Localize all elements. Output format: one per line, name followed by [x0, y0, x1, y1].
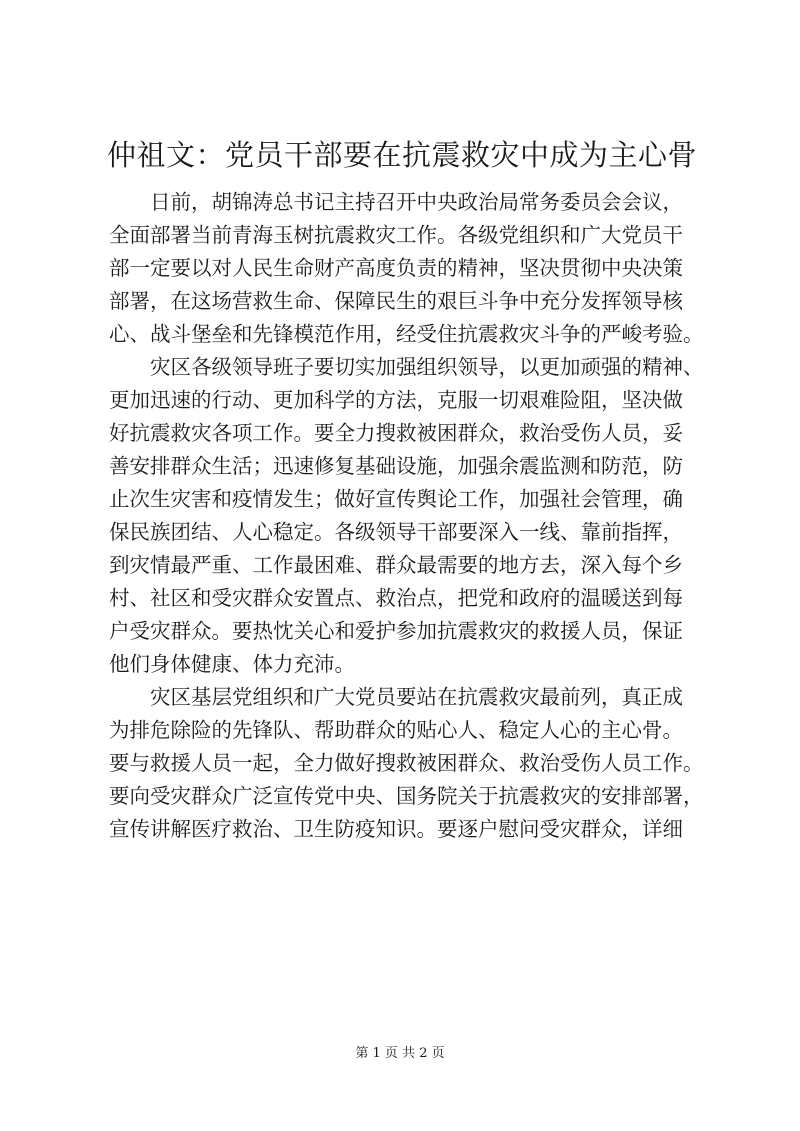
paragraph-3-line-4: 要向受灾群众广泛宣传党中央、国务院关于抗震救灾的安排部署， — [109, 784, 704, 808]
paragraph-2-line-7: 到灾情最严重、工作最困难、群众最需要的地方去，深入每个乡 — [109, 553, 683, 577]
paragraph-2-line-3: 好抗震救灾各项工作。要全力搜救被困群众，救治受伤人员，妥 — [109, 421, 683, 445]
paragraph-2-line-4: 善安排群众生活；迅速修复基础设施，加强余震监测和防范，防 — [109, 454, 683, 478]
paragraph-1-line-4: 部署，在这场营救生命、保障民生的艰巨斗争中充分发挥领导核 — [109, 289, 683, 313]
paragraph-3-line-2: 为排危除险的先锋队、帮助群众的贴心人、稳定人心的主心骨。 — [109, 718, 683, 742]
paragraph-2-line-1: 灾区各级领导班子要切实加强组织领导，以更加顽强的精神、 — [150, 355, 704, 379]
paragraph-2-line-9: 户受灾群众。要热忱关心和爱护参加抗震救灾的救援人员，保证 — [109, 619, 683, 643]
paragraph-2-line-2: 更加迅速的行动、更加科学的方法，克服一切艰难险阻，坚决做 — [109, 388, 683, 412]
page-number-footer: 第 1 页 共 2 页 — [355, 1046, 445, 1061]
paragraph-3-line-3: 要与救援人员一起，全力做好搜救被困群众、救治受伤人员工作。 — [109, 751, 704, 775]
paragraph-1-line-1: 日前，胡锦涛总书记主持召开中央政治局常务委员会会议， — [150, 190, 683, 214]
page-title: 仲祖文：党员干部要在抗震救灾中成为主心骨 — [107, 138, 698, 172]
paragraph-2-line-8: 村、社区和受灾群众安置点、救治点，把党和政府的温暖送到每 — [109, 586, 683, 610]
paragraph-2-line-5: 止次生灾害和疫情发生；做好宣传舆论工作，加强社会管理，确 — [109, 487, 683, 511]
paragraph-1-line-5: 心、战斗堡垒和先锋模范作用，经受住抗震救灾斗争的严峻考验。 — [109, 322, 704, 346]
paragraph-1-line-2: 全面部署当前青海玉树抗震救灾工作。各级党组织和广大党员干 — [109, 223, 683, 247]
body-text — [109, 186, 709, 846]
paragraph-3-line-1: 灾区基层党组织和广大党员要站在抗震救灾最前列，真正成 — [150, 685, 683, 709]
paragraph-2-line-6: 保民族团结、人心稳定。各级领导干部要深入一线、靠前指挥， — [109, 520, 683, 544]
paragraph-2-line-10: 他们身体健康、体力充沛。 — [109, 652, 355, 676]
paragraph-3-line-5: 宣传讲解医疗救治、卫生防疫知识。要逐户慰问受灾群众，详细 — [109, 817, 683, 841]
paragraph-1-line-3: 部一定要以对人民生命财产高度负责的精神，坚决贯彻中央决策 — [109, 256, 683, 280]
